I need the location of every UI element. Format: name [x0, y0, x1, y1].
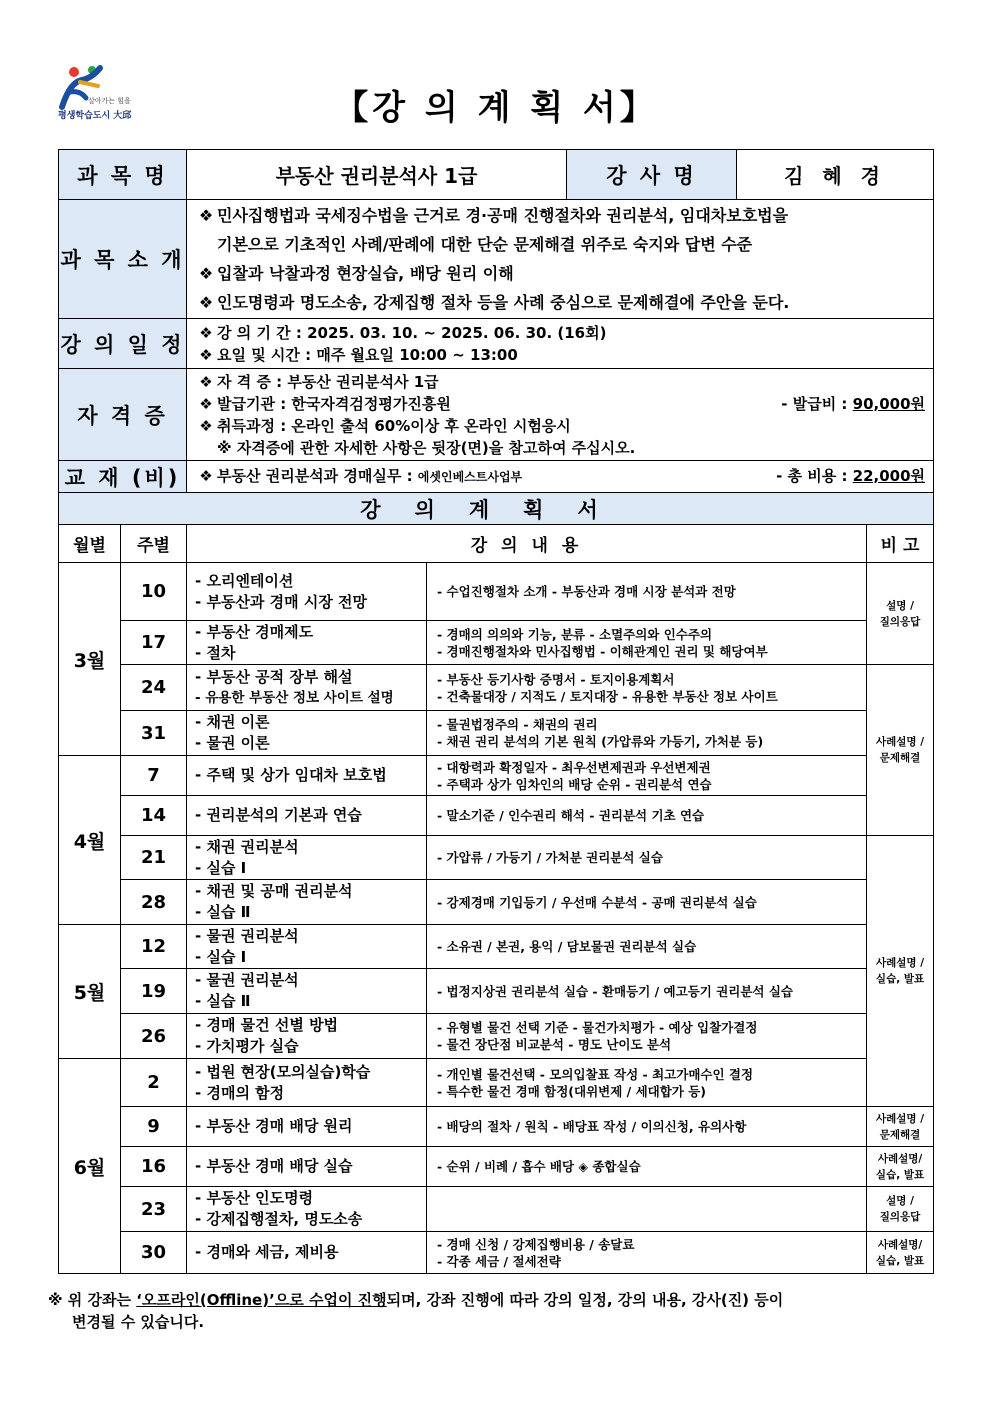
table-row [59, 880, 934, 925]
topic-cell: - 경매와 세금, 제비용 [187, 1232, 427, 1274]
col-content: 강 의 내 용 [187, 525, 867, 563]
content-cell: - 수업진행절차 소개 - 부동산과 경매 시장 분석과 전망 [427, 563, 867, 621]
content-cell: - 부동산 등기사항 증명서 - 토지이용계획서 - 건축물대장 / 지적도 / 토지대장 - 유용한 부동산 정보 사이트 [427, 665, 867, 711]
table-row [59, 621, 934, 665]
note-cell: 설명 / 질의응답 [867, 563, 934, 665]
month-cell: 4월 [59, 756, 121, 925]
week-cell: 9 [121, 1107, 187, 1147]
week-cell: 31 [121, 711, 187, 756]
footer-note: ※ 위 강좌는 ‘오프라인(Offline)’으로 수업이 진행되며, 강좌 진행에 따라 강의 일정, 강의 내용, 강사(진) 등이 변경될 수 있습니다. [48, 1291, 784, 1331]
intro-line: ❖ 민사집행법과 국세징수법을 근거로 경·공매 진행절차와 권리분석, 임대차보호법을 [195, 201, 933, 230]
week-cell: 23 [121, 1187, 187, 1232]
note-cell: 사례설명 / 실습, 발표 [867, 836, 934, 1107]
table-row [59, 925, 934, 969]
week-cell: 10 [121, 563, 187, 621]
topic-cell: - 법원 현장(모의실습)학습 - 경매의 함정 [187, 1059, 427, 1107]
instructor-label: 강 사 명 [567, 150, 737, 200]
topic-cell: - 물권 권리분석 - 실습 Ⅰ [187, 925, 427, 969]
week-cell: 12 [121, 925, 187, 969]
bullet-icon: ❖ [199, 345, 213, 364]
subject-label: 과 목 명 [59, 150, 187, 200]
week-cell: 2 [121, 1059, 187, 1107]
topic-cell: - 채권 권리분석 - 실습 Ⅰ [187, 836, 427, 880]
bullet-icon: ❖ [199, 394, 213, 413]
table-row [59, 665, 934, 711]
topic-cell: - 물권 권리분석 - 실습 Ⅱ [187, 969, 427, 1014]
intro-line: ❖ 입찰과 낙찰과정 현장실습, 배당 원리 이해 [195, 259, 933, 288]
week-cell: 19 [121, 969, 187, 1014]
bullet-icon: ❖ [199, 372, 213, 391]
content-cell: - 경매의 의의와 기능, 분류 - 소멸주의와 인수주의 - 경매진행절차와 민사집행법 - 이해관계인 권리 및 해당여부 [427, 621, 867, 665]
topic-cell: - 오리엔테이션 - 부동산과 경매 시장 전망 [187, 563, 427, 621]
bullet-icon: ❖ [198, 264, 214, 283]
bullet-icon: ❖ [198, 206, 214, 225]
table-row [59, 1187, 934, 1232]
week-cell: 30 [121, 1232, 187, 1274]
week-cell: 21 [121, 836, 187, 880]
table-row [59, 836, 934, 880]
note-cell: 설명 / 질의응답 [867, 1187, 934, 1232]
table-row [59, 796, 934, 836]
schedule-label: 강 의 일 정 [59, 319, 187, 369]
table-row [59, 563, 934, 621]
topic-cell: - 부동산 경매제도 - 절차 [187, 621, 427, 665]
bullet-icon: ❖ [199, 323, 213, 342]
week-cell: 16 [121, 1147, 187, 1187]
note-cell: 사례설명 / 문제해결 [867, 1107, 934, 1147]
table-row [59, 1232, 934, 1274]
logo-tagline: 살아가는 힘을 [88, 97, 131, 105]
topic-cell: - 채권 이론 - 물권 이론 [187, 711, 427, 756]
week-cell: 26 [121, 1014, 187, 1059]
col-note: 비 고 [867, 525, 934, 563]
book-label: 교 재 (비) [59, 461, 187, 493]
col-month: 월별 [59, 525, 121, 563]
table-row [59, 969, 934, 1014]
intro-content [187, 200, 934, 319]
content-cell: - 순위 / 비례 / 흡수 배당 ◈ 종합실습 [427, 1147, 867, 1187]
week-cell: 17 [121, 621, 187, 665]
schedule-period: 강 의 기 간 : 2025. 03. 10. ~ 2025. 06. 30. (16회) [217, 323, 607, 342]
cert-fee: - 발급비 : 90,000원 [781, 394, 926, 413]
topic-cell: - 부동산 경매 배당 실습 [187, 1147, 427, 1187]
intro-line: 기본으로 기초적인 사례/판례에 대한 단순 문제해결 위주로 숙지와 답변 수준 [217, 235, 753, 254]
content-cell: - 경매 신청 / 강제집행비용 / 송달료 - 각종 세금 / 절세전략 [427, 1232, 867, 1274]
content-cell: - 물권법정주의 - 채권의 권리 - 채권 권리 분석의 기본 원칙 (가압류와 가등기, 가처분 등) [427, 711, 867, 756]
topic-cell: - 부동산 경매 배당 원리 [187, 1107, 427, 1147]
month-cell: 5월 [59, 925, 121, 1059]
week-cell: 28 [121, 880, 187, 925]
schedule-time: 요일 및 시간 : 매주 월요일 10:00 ~ 13:00 [217, 345, 518, 364]
schedule-content [187, 319, 934, 369]
content-cell: - 강제경매 기입등기 / 우선매 수분석 - 공매 권리분석 실습 [427, 880, 867, 925]
content-cell: - 가압류 / 가등기 / 가처분 권리분석 실습 [427, 836, 867, 880]
plan-bar: 강의계획서 [59, 493, 934, 525]
topic-cell: - 채권 및 공매 권리분석 - 실습 Ⅱ [187, 880, 427, 925]
topic-cell: - 권리분석의 기본과 연습 [187, 796, 427, 836]
bullet-icon: ❖ [198, 293, 214, 312]
month-cell: 3월 [59, 563, 121, 756]
content-cell: - 대항력과 확정일자 - 최우선변제권과 우선변제권 - 주택과 상가 임차인의 배당 순위 - 권리분석 연습 [427, 756, 867, 796]
content-cell [427, 1187, 867, 1232]
cert-content: ❖ 자 격 증 : 부동산 권리분석사 1급 ❖ 발급기관 : 한국자격검정평가진흥원 - 발급비 : 90,000원 ❖ 취득과정 : 온라인 출석 60%이상 후 온라인 시험응시 ※ 자격증에 관한 자세한 사항은 뒷장(면)을 참고하여 주십시오. [187, 369, 934, 461]
content-cell: - 소유권 / 본권, 용익 / 담보물권 권리분석 실습 [427, 925, 867, 969]
table-row [59, 711, 934, 756]
content-cell: - 법정지상권 권리분석 실습 - 환매등기 / 예고등기 권리분석 실습 [427, 969, 867, 1014]
week-cell: 7 [121, 756, 187, 796]
week-cell: 14 [121, 796, 187, 836]
week-cell: 24 [121, 665, 187, 711]
topic-cell: - 주택 및 상가 임대차 보호법 [187, 756, 427, 796]
topic-cell: - 부동산 공적 장부 해설 - 유용한 부동산 정보 사이트 설명 [187, 665, 427, 711]
subject-value: 부동산 권리분석사 1급 [187, 150, 567, 200]
intro-line: ❖ 인도명령과 명도소송, 강제집행 절차 등을 사례 중심으로 문제해결에 주안을 둔다. [195, 288, 933, 317]
content-cell: - 말소기준 / 인수권리 해석 - 권리분석 기초 연습 [427, 796, 867, 836]
note-cell: 사례설명/ 실습, 발표 [867, 1232, 934, 1274]
intro-label: 과 목 소 개 [59, 200, 187, 319]
table-row [59, 1107, 934, 1147]
table-row [59, 1147, 934, 1187]
col-week: 주별 [121, 525, 187, 563]
table-row [59, 1059, 934, 1107]
topic-cell: - 경매 물건 선별 방법 - 가치평가 실습 [187, 1014, 427, 1059]
cert-label: 자 격 증 [59, 369, 187, 461]
page-title: 【강 의 계 획 서】 [334, 88, 658, 128]
lecture-plan-table [58, 149, 934, 1274]
topic-cell: - 부동산 인도명령 - 강제집행절차, 명도소송 [187, 1187, 427, 1232]
month-cell: 6월 [59, 1059, 121, 1274]
bullet-icon: ❖ [199, 467, 213, 485]
table-row [59, 1014, 934, 1059]
instructor-value: 김 혜 경 [737, 150, 934, 200]
bullet-icon: ❖ [199, 416, 213, 435]
note-cell: 사례설명 / 문제해결 [867, 665, 934, 836]
note-cell: 사례설명/ 실습, 발표 [867, 1147, 934, 1187]
book-total: - 총 비용 : 22,000원 [776, 467, 926, 485]
logo-name: 평생학습도시 大邱 [58, 111, 132, 121]
table-row [59, 756, 934, 796]
content-cell: - 배당의 절차 / 원칙 - 배당표 작성 / 이의신청, 유의사항 [427, 1107, 867, 1147]
content-cell: - 유형별 물건 선택 기준 - 물건가치평가 - 예상 입찰가결정 - 물건 장단점 비교분석 - 명도 난이도 분석 [427, 1014, 867, 1059]
content-cell: - 개인별 물건선택 - 모의입찰표 작성 - 최고가매수인 결정 - 특수한 물건 경매 함정(대위변제 / 세대합가 등) [427, 1059, 867, 1107]
book-content: ❖ 부동산 권리분석과 경매실무 : 에셋인베스트사업부 - 총 비용 : 22,000원 [187, 461, 934, 493]
